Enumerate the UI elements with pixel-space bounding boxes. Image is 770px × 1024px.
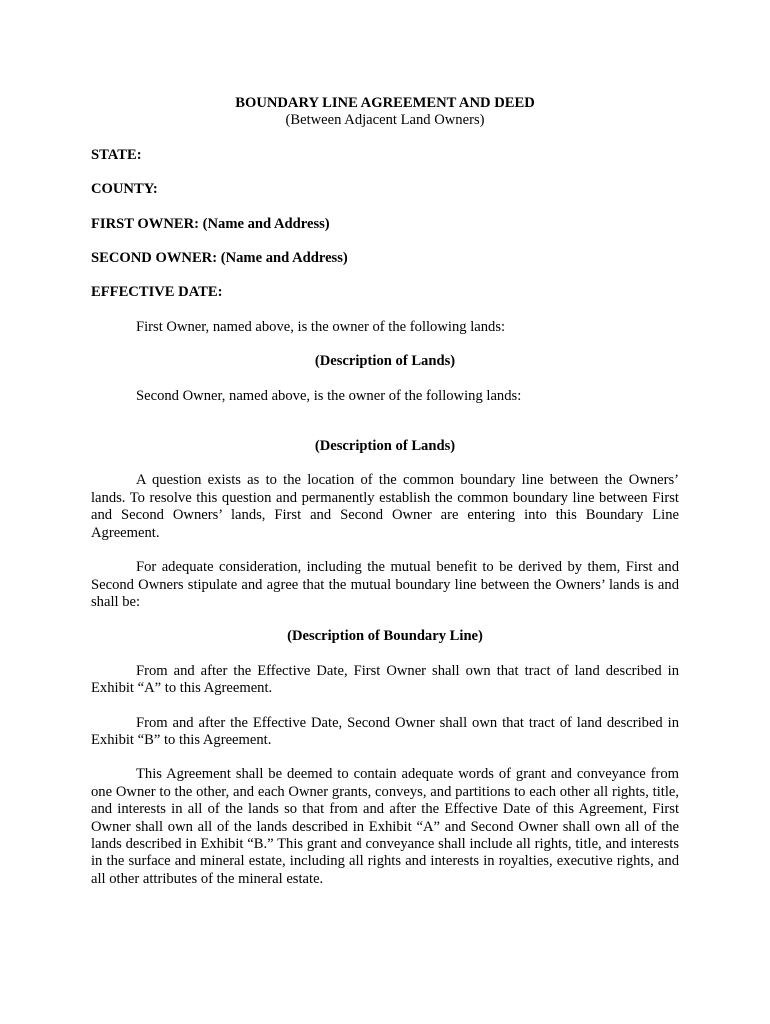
description-of-lands-1: (Description of Lands) bbox=[314, 353, 456, 370]
paragraph-first-owner-tract: From and after the Effective Date, First Owner shall own that tract of land described in Exhibit “A” to this Agreement. bbox=[91, 662, 679, 697]
paragraph-second-owner-tract: From and after the Effective Date, Second Owner shall own that tract of land described in Exhibit “B” to this Agreement. bbox=[91, 714, 679, 748]
paragraph-question: A question exists as to the location of the common boundary line between the Owners’ lands. To resolve this question and permanently establish the common boundary line between First and Second Owners’ lands, First and Second Owner are entering into this Boundary Line Agreement. bbox=[91, 472, 679, 541]
second-owner-field: SECOND OWNER: (Name and Address) bbox=[91, 250, 348, 267]
document-title: BOUNDARY LINE AGREEMENT AND DEED bbox=[235, 95, 535, 111]
first-owner-field: FIRST OWNER: (Name and Address) bbox=[91, 215, 330, 232]
first-owner-statement: First Owner, named above, is the owner of the following lands: bbox=[136, 318, 506, 335]
document-page bbox=[91, 95, 679, 888]
document-subtitle: (Between Adjacent Land Owners) bbox=[285, 112, 485, 129]
effective-date-field: EFFECTIVE DATE: bbox=[91, 284, 223, 301]
description-of-boundary-line: (Description of Boundary Line) bbox=[287, 628, 483, 645]
second-owner-statement: Second Owner, named above, is the owner of the following lands: bbox=[136, 387, 522, 404]
description-of-lands-2: (Description of Lands) bbox=[314, 438, 456, 455]
paragraph-consideration: For adequate consideration, including the mutual benefit to be derived by them, First and Second Owners stipulate and agree that the mutual boundary line between the Owners’ lands is and shall be: bbox=[91, 559, 679, 610]
state-field: STATE: bbox=[91, 146, 142, 163]
paragraph-grant: This Agreement shall be deemed to contain adequate words of grant and conveyance from one Owner to the other, and each Owner grants, conveys, and partitions to each other all rights, title, and interests in all of the lands so that from and after the Effective Date of this Agreement, First Owner shall own all of the lands described in Exhibit “A” and Second Owner shall own all of the lands described in Exhibit “B.” This grant and conveyance shall include all rights, title, and interests in the surface and mineral estate, including all rights and interests in royalties, executive rights, and all other attributes of the mineral estate. bbox=[91, 766, 679, 887]
county-field: COUNTY: bbox=[91, 181, 158, 198]
